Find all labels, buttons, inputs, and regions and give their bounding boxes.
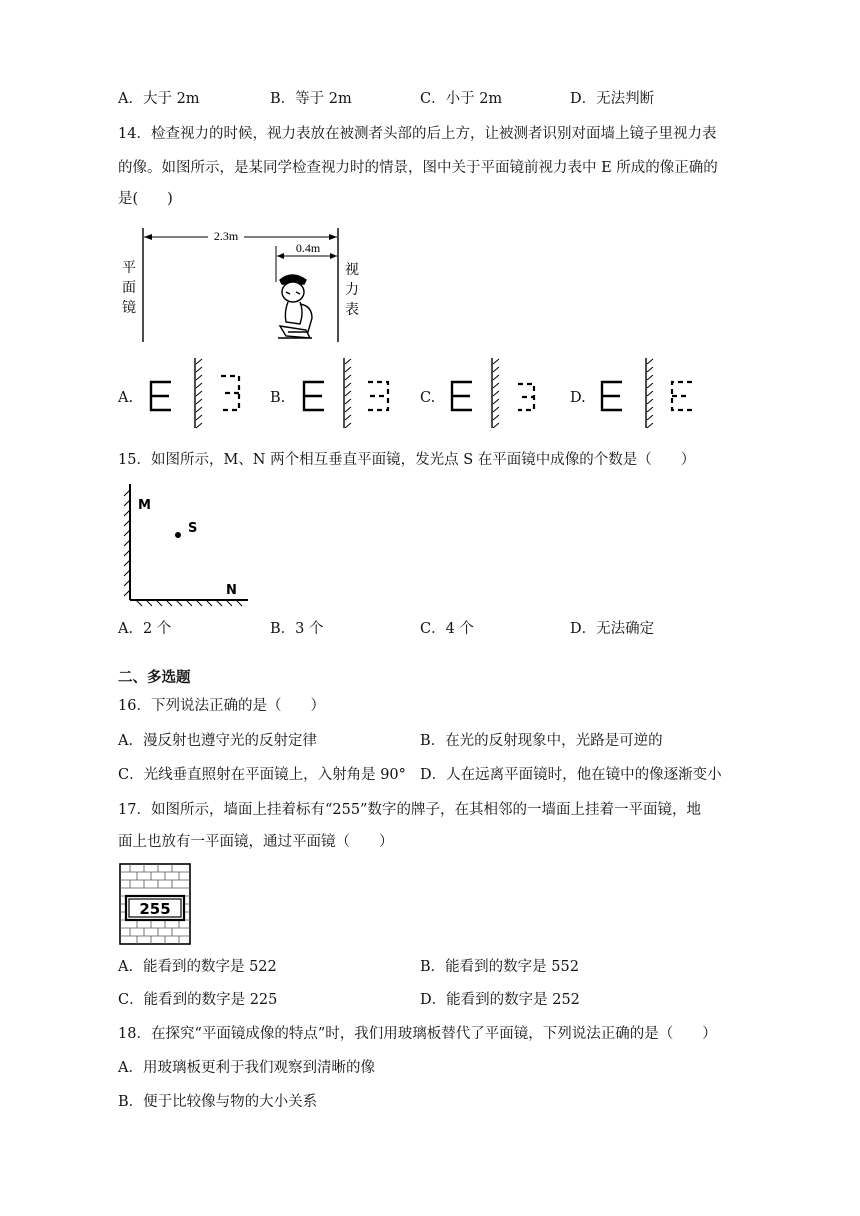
q16-option-b: B．在光的反射现象中，光路是可逆的 <box>420 733 663 749</box>
q17-brick-wall-figure <box>118 862 192 946</box>
q14-option-a-figure <box>145 356 255 430</box>
q18-text-line1: 18．在探究“平面镜成像的特点”时，我们用玻璃板替代了平面镜，下列说法正确的是（ ） <box>118 1026 717 1042</box>
q14-option-b-label: B. <box>270 390 286 406</box>
q14-text-line3: 是( ) <box>118 191 173 207</box>
q16-option-c: C．光线垂直照射在平面镜上，入射角是 90° <box>118 767 406 783</box>
q13-option-b: B．等于 2m <box>270 91 352 107</box>
q15-source-s-label: S <box>188 521 198 536</box>
q14-option-d-figure <box>596 356 706 430</box>
q16-text-line1: 16．下列说法正确的是（ ） <box>118 698 325 714</box>
q15-option-d: D．无法确定 <box>570 621 655 637</box>
q14-text-line2: 的像。如图所示，是某同学检查视力时的情景，图中关于平面镜前视力表中 E 所成的像正确的 <box>118 160 718 176</box>
q14-chart-label-3: 表 <box>345 302 359 318</box>
q17-option-d: D．能看到的数字是 252 <box>420 992 580 1008</box>
section-title: 二、多选题 <box>118 670 191 686</box>
q15-mirror-m-label: M <box>138 498 151 513</box>
q14-option-b-figure <box>298 356 408 430</box>
q17-text-line2: 面上也放有一平面镜，通过平面镜（ ） <box>118 834 394 850</box>
q14-small-distance-label: 0.4m <box>295 241 321 255</box>
q14-option-c-label: C. <box>420 390 436 406</box>
q17-text-line1: 17．如图所示，墙面上挂着标有“255”数字的牌子，在其相邻的一墙面上挂着一平面镜，地 <box>118 802 701 818</box>
q18-option-a: A．用玻璃板更利于我们观察到清晰的像 <box>118 1060 375 1076</box>
q17-option-b: B．能看到的数字是 552 <box>420 959 579 975</box>
q15-option-a: A．2 个 <box>118 621 172 637</box>
q15-text-line1: 15．如图所示，M、N 两个相互垂直平面镜，发光点 S 在平面镜中成像的个数是（ ） <box>118 452 696 468</box>
q14-eye-test-figure <box>110 222 370 347</box>
q16-option-a: A．漫反射也遵守光的反射定律 <box>118 733 317 749</box>
q13-option-a: A．大于 2m <box>118 91 200 107</box>
q14-chart-label-2: 力 <box>345 282 359 298</box>
q14-mirror-label-1: 平 <box>122 260 136 276</box>
q13-option-c: C．小于 2m <box>420 91 503 107</box>
q14-total-distance-label: 2.3m <box>213 229 239 243</box>
q14-text-line1: 14．检查视力的时候，视力表放在被测者头部的后上方，让被测者识别对面墙上镜子里视力表 <box>118 126 717 142</box>
q13-option-d: D．无法判断 <box>570 91 655 107</box>
q14-mirror-label-3: 镜 <box>122 300 136 316</box>
q14-option-c-figure <box>446 356 556 430</box>
q17-option-c: C．能看到的数字是 225 <box>118 992 278 1008</box>
q15-perpendicular-mirrors-figure <box>120 482 255 604</box>
q14-option-d-label: D. <box>570 390 586 406</box>
seated-person-icon <box>278 275 312 338</box>
q17-sign-number: 255 <box>139 900 171 918</box>
q14-option-a-label: A. <box>118 390 134 406</box>
q15-option-c: C．4 个 <box>420 621 474 637</box>
q17-option-a: A．能看到的数字是 522 <box>118 959 277 975</box>
q16-option-d: D．人在远离平面镜时，他在镜中的像逐渐变小 <box>420 767 722 783</box>
q18-option-b: B．便于比较像与物的大小关系 <box>118 1094 318 1110</box>
q14-chart-label-1: 视 <box>345 262 359 278</box>
q15-option-b: B．3 个 <box>270 621 324 637</box>
q15-mirror-n-label: N <box>226 583 237 598</box>
q14-mirror-label-2: 面 <box>122 280 136 296</box>
light-source-dot <box>175 532 181 538</box>
